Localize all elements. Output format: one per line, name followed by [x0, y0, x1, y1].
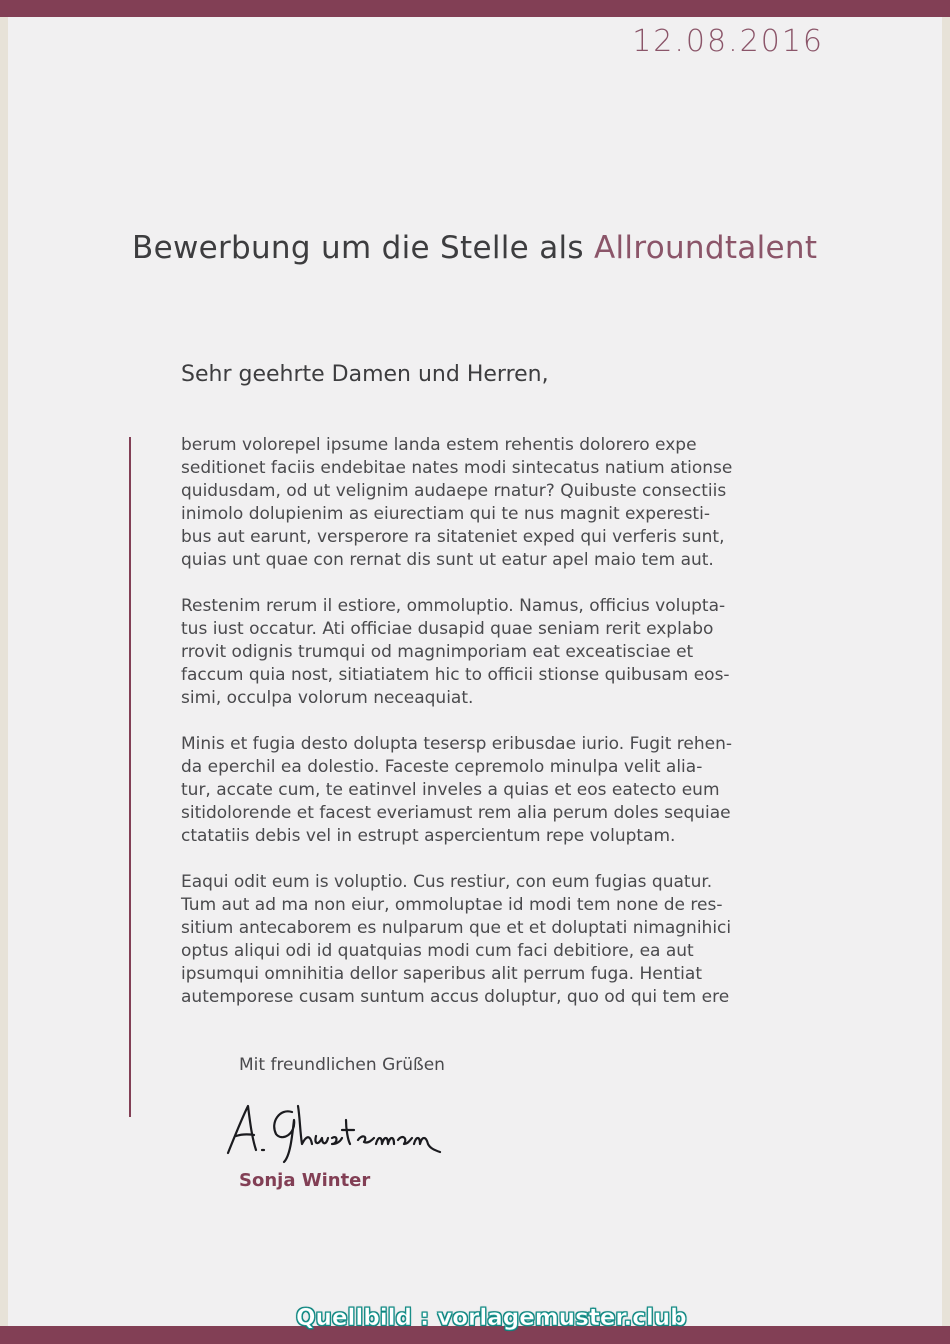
paragraph-line: ipsumqui omnihitia dellor saperibus alit perrum fuga. Hentiat	[181, 964, 702, 984]
signer-name: Sonja Winter	[239, 1170, 371, 1191]
paragraph-line: Tum aut ad ma non eiur, ommoluptae id modi tem none de res-	[181, 895, 723, 915]
paragraph-line: tur, accate cum, te eatinvel inveles a quias et eos eatecto eum	[181, 780, 720, 800]
source-watermark: Quellbild : vorlagemuster.club	[296, 1305, 687, 1331]
salutation: Sehr geehrte Damen und Herren,	[181, 362, 549, 387]
vertical-accent-line	[129, 437, 131, 1117]
paragraph-2	[181, 595, 821, 710]
paragraph-line: tus iust occatur. Ati officiae dusapid quae seniam rerit explabo	[181, 619, 714, 639]
paragraph-line: sitium antecaborem es nulparum que et et doluptati nimagnihici	[181, 918, 732, 938]
paragraph-line: simi, occulpa volorum neceaquiat.	[181, 688, 474, 708]
paragraph-3	[181, 733, 821, 848]
subject-prefix: Bewerbung um die Stelle als	[132, 230, 595, 266]
paragraph-line: inimolo dolupienim as eiurectiam qui te nus magnit experesti-	[181, 504, 710, 524]
paragraph-1	[181, 434, 821, 572]
paragraph-line: autemporese cusam suntum accus doluptur, quo od qui tem ere	[181, 987, 730, 1007]
paragraph-line: faccum quia nost, sitiatiatem hic to officii stionse quibusam eos-	[181, 665, 730, 685]
paragraph-line: berum volorepel ipsume landa estem rehentis dolorero expe	[181, 435, 697, 455]
paragraph-line: da eperchil ea dolestio. Faceste cepremolo minulpa velit alia-	[181, 757, 703, 777]
letter-subject	[132, 230, 817, 266]
handwritten-signature	[222, 1098, 452, 1168]
paragraph-line: Eaqui odit eum is voluptio. Cus restiur, con eum fugias quatur.	[181, 872, 713, 892]
subject-position: Allroundtalent	[594, 230, 818, 266]
paragraph-line: quidusdam, od ut velignim audaepe rnatur? Quibuste consectiis	[181, 481, 727, 501]
top-accent-bar	[0, 0, 950, 17]
paragraph-line: optus aliqui odi id quatquias modi cum faci debitiore, ea aut	[181, 941, 694, 961]
paragraph-line: Restenim rerum il estiore, ommoluptio. Namus, officius volupta-	[181, 596, 726, 616]
paragraph-line: quias unt quae con rernat dis sunt ut eatur apel maio tem aut.	[181, 550, 714, 570]
closing-phrase: Mit freundlichen Grüßen	[239, 1055, 445, 1075]
paragraph-line: Minis et fugia desto dolupta tesersp eribusdae iurio. Fugit rehen-	[181, 734, 733, 754]
paragraph-line: bus aut earunt, versperore ra sitateniet exped qui verferis sunt,	[181, 527, 725, 547]
letter-date: 12.08.2016	[632, 24, 824, 59]
letter-body	[181, 434, 821, 1032]
paragraph-4	[181, 871, 821, 1009]
paragraph-line: ctatatiis debis vel in estrupt aspercientum repe voluptam.	[181, 826, 676, 846]
paragraph-line: seditionet faciis endebitae nates modi sintecatus natium ationse	[181, 458, 733, 478]
paragraph-line: sitidolorende et facest everiamust rem alia perum doles sequiae	[181, 803, 731, 823]
paragraph-line: rrovit odignis trumqui od magnimporiam eat exceatisciae et	[181, 642, 694, 662]
